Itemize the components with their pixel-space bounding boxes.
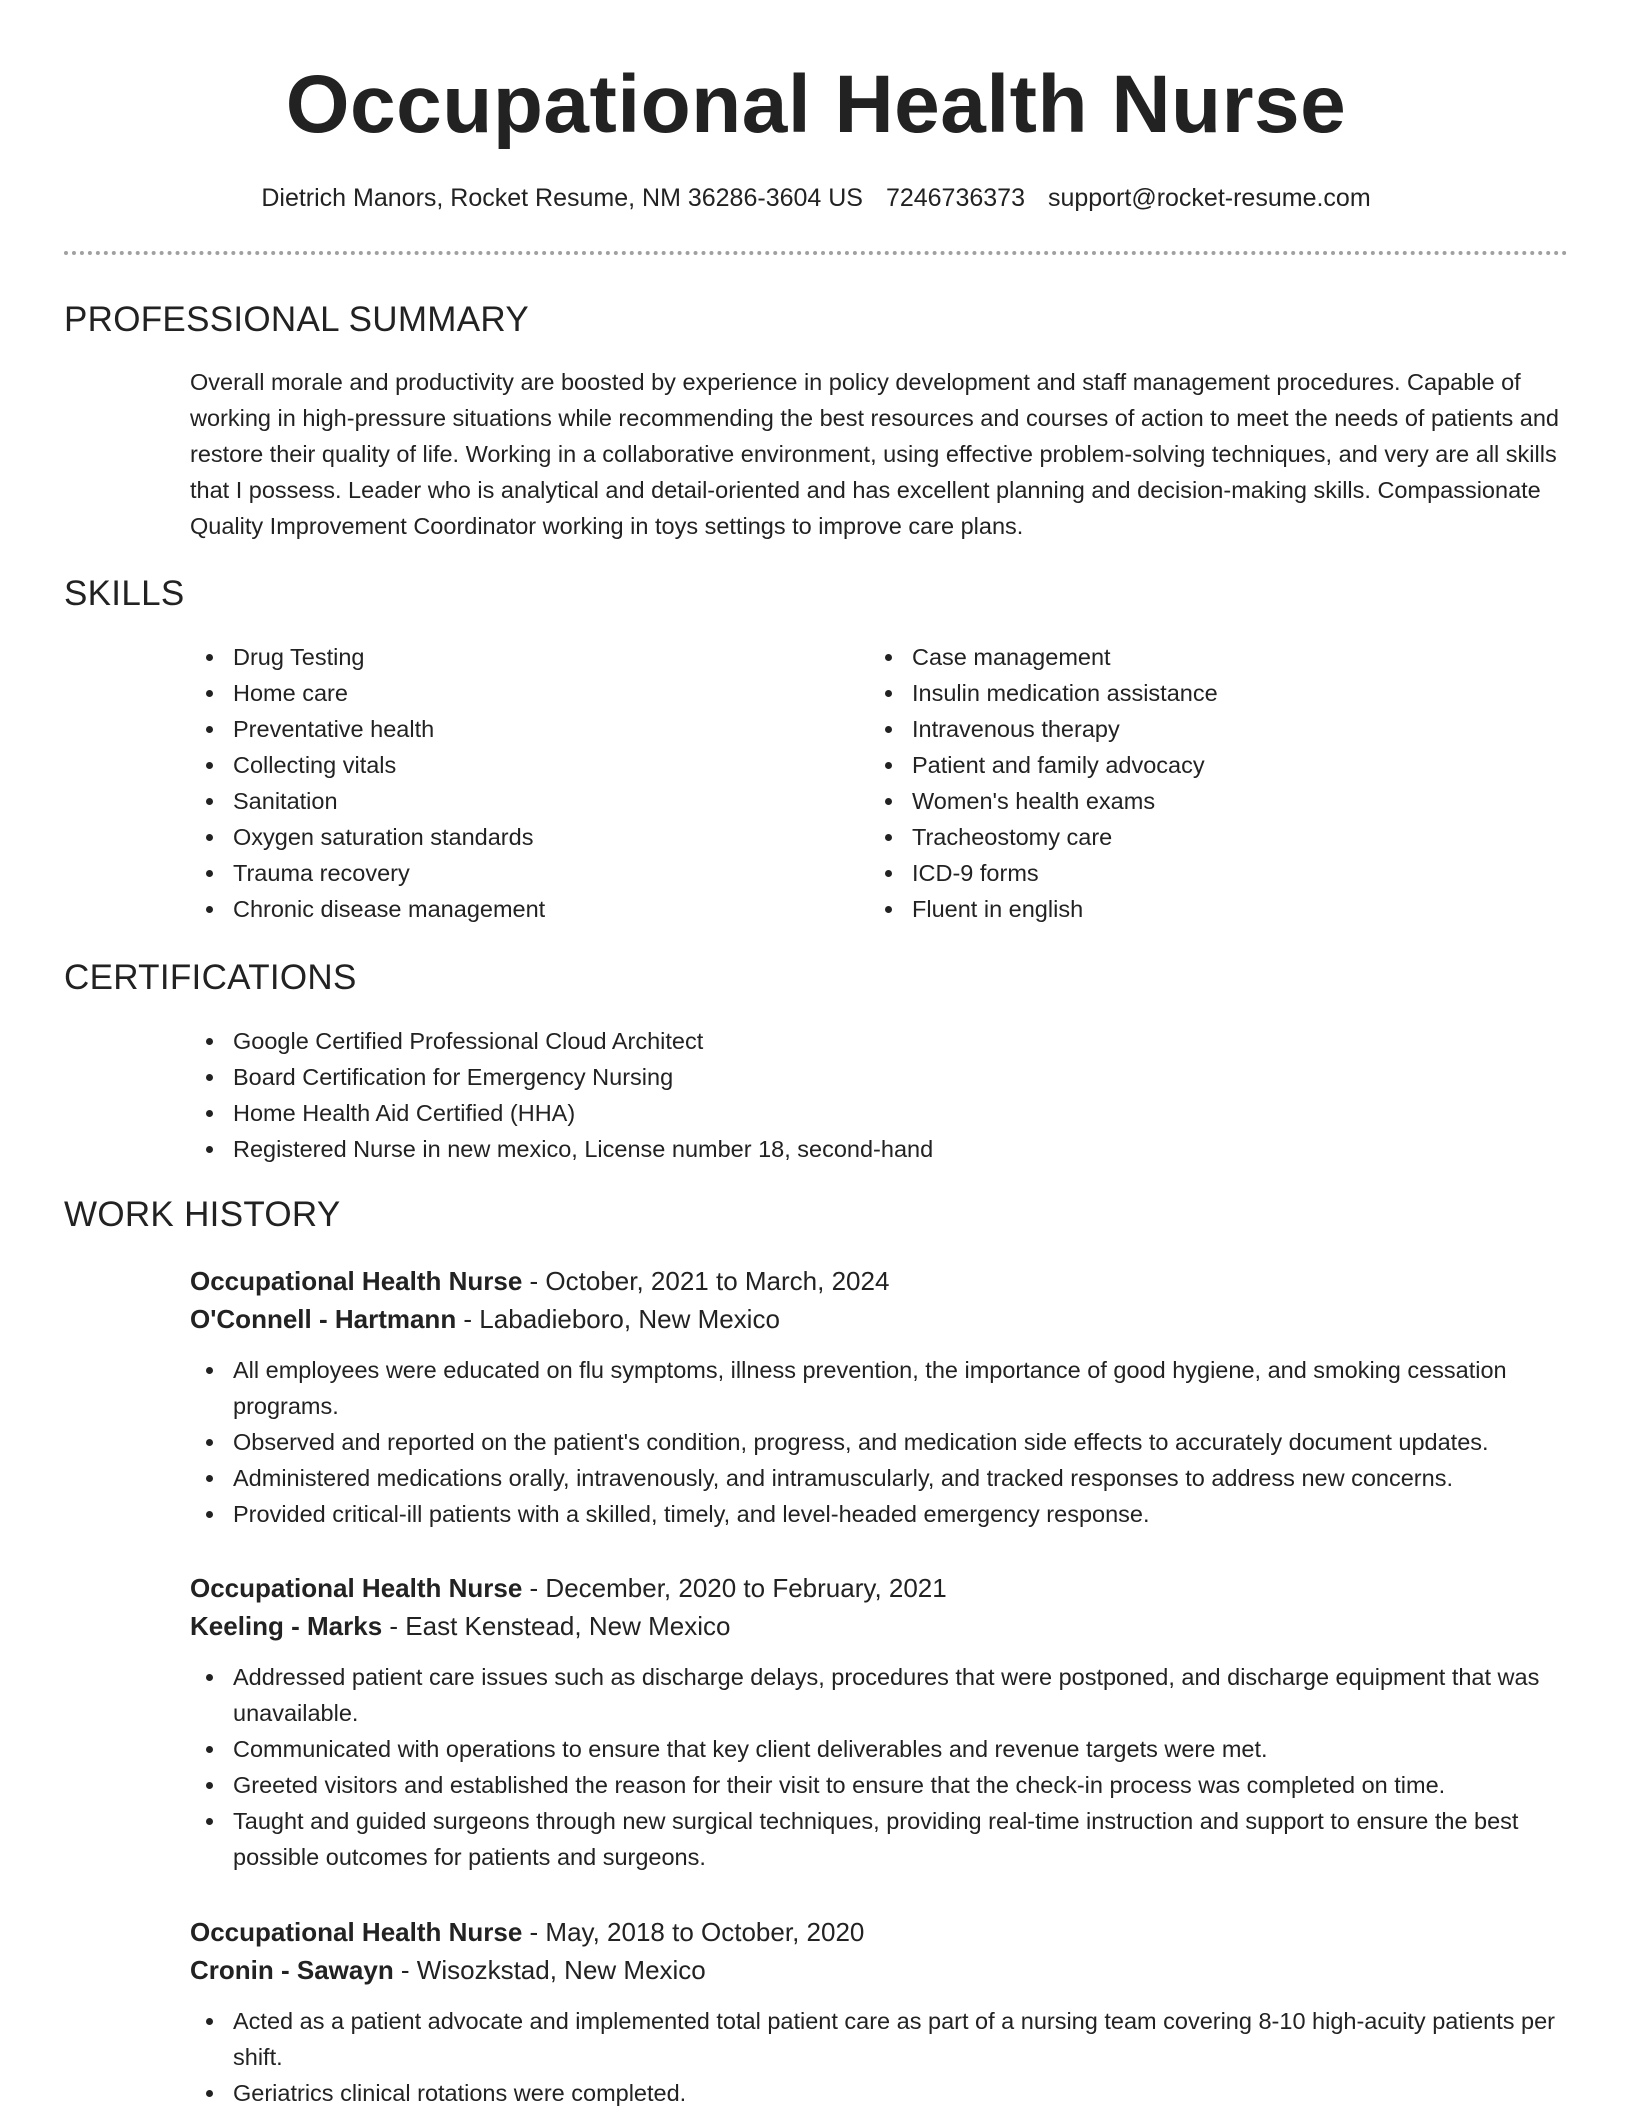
list-item: Google Certified Professional Cloud Architect xyxy=(190,1023,1568,1059)
list-item: ICD-9 forms xyxy=(869,855,1559,891)
job-title: Occupational Health Nurse xyxy=(190,1917,523,1947)
list-item: Intravenous therapy xyxy=(869,711,1559,747)
list-item: Collecting vitals xyxy=(190,747,830,783)
contact-address: Dietrich Manors, Rocket Resume, NM 36286-3604 US xyxy=(261,184,863,212)
list-item: Preventative health xyxy=(190,711,830,747)
list-item: Taught and guided surgeons through new surgical techniques, providing real-time instruction and support to ensure the best possible outcomes for patients and surgeons. xyxy=(190,1803,1568,1875)
job-bullets xyxy=(190,1659,1568,1875)
list-item: Communicated with operations to ensure that key client deliverables and revenue targets were met. xyxy=(190,1731,1568,1767)
job-title-line xyxy=(190,1262,1568,1300)
job-bullets xyxy=(190,1352,1568,1532)
job-company: Cronin - Sawayn xyxy=(190,1955,394,1985)
list-item: Observed and reported on the patient's condition, progress, and medication side effects to accurately document updates. xyxy=(190,1424,1568,1460)
job-entry xyxy=(190,1913,1568,2111)
list-item: Trauma recovery xyxy=(190,855,830,891)
list-item: Acted as a patient advocate and implemented total patient care as part of a nursing team covering 8-10 high-acuity patients per shift. xyxy=(190,2003,1568,2075)
list-item: Tracheostomy care xyxy=(869,819,1559,855)
list-item: Addressed patient care issues such as discharge delays, procedures that were postponed, and discharge equipment that was unavailable. xyxy=(190,1659,1568,1731)
list-item: Geriatrics clinical rotations were completed. xyxy=(190,2075,1568,2111)
certifications-block xyxy=(190,1023,1568,1167)
job-location: - Labadieboro, New Mexico xyxy=(456,1304,780,1334)
job-dates: - December, 2020 to February, 2021 xyxy=(522,1573,947,1603)
section-heading-summary: PROFESSIONAL SUMMARY xyxy=(64,300,529,339)
contact-email: support@rocket-resume.com xyxy=(1047,184,1371,212)
skills-list-right xyxy=(869,639,1559,927)
section-heading-certifications: CERTIFICATIONS xyxy=(64,958,357,997)
header-divider xyxy=(64,251,1568,255)
job-title: Occupational Health Nurse xyxy=(190,1573,523,1603)
list-item: Case management xyxy=(869,639,1559,675)
certifications-list xyxy=(190,1023,1568,1167)
list-item: Chronic disease management xyxy=(190,891,830,927)
job-company-line xyxy=(190,1951,1568,1989)
job-dates: - May, 2018 to October, 2020 xyxy=(522,1917,865,1947)
job-company-line xyxy=(190,1607,1568,1645)
section-heading-work-history: WORK HISTORY xyxy=(64,1195,341,1234)
job-entry xyxy=(190,1569,1568,1875)
list-item: Provided critical-ill patients with a skilled, timely, and level-headed emergency response. xyxy=(190,1496,1568,1532)
job-title-line xyxy=(190,1913,1568,1951)
list-item: Insulin medication assistance xyxy=(869,675,1559,711)
list-item: Sanitation xyxy=(190,783,830,819)
job-title: Occupational Health Nurse xyxy=(190,1266,523,1296)
list-item: Oxygen saturation standards xyxy=(190,819,830,855)
list-item: Board Certification for Emergency Nursing xyxy=(190,1059,1568,1095)
job-location: - Wisozkstad, New Mexico xyxy=(393,1955,706,1985)
job-location: - East Kenstead, New Mexico xyxy=(382,1611,731,1641)
skills-column-left xyxy=(190,639,830,927)
skills-column-right xyxy=(869,639,1559,927)
job-entry xyxy=(190,1262,1568,1532)
list-item: Drug Testing xyxy=(190,639,830,675)
job-company: O'Connell - Hartmann xyxy=(190,1304,457,1334)
job-company: Keeling - Marks xyxy=(190,1611,383,1641)
summary-text: Overall morale and productivity are boosted by experience in policy development and staff management procedures. Capable of working in high-pressure situations while recommending the best resources and courses of action to meet the needs of patients and restore their quality of life. Working in a collaborative environment, using effective problem-solving techniques, and very are all skills that I possess. Leader who is analytical and detail-oriented and has excellent planning and decision-making skills. Compassionate Quality Improvement Coordinator working in toys settings to improve care plans. xyxy=(190,369,1559,539)
list-item: All employees were educated on flu symptoms, illness prevention, the importance of good hygiene, and smoking cessation programs. xyxy=(190,1352,1568,1424)
list-item: Home care xyxy=(190,675,830,711)
page-title: Occupational Health Nurse xyxy=(285,59,1347,150)
list-item: Administered medications orally, intravenously, and intramuscularly, and tracked responses to address new concerns. xyxy=(190,1460,1568,1496)
skills-list-left xyxy=(190,639,830,927)
list-item: Women's health exams xyxy=(869,783,1559,819)
list-item: Greeted visitors and established the reason for their visit to ensure that the check-in process was completed on time. xyxy=(190,1767,1568,1803)
job-company-line xyxy=(190,1300,1568,1338)
list-item: Home Health Aid Certified (HHA) xyxy=(190,1095,1568,1131)
section-heading-skills: SKILLS xyxy=(64,574,185,613)
list-item: Patient and family advocacy xyxy=(869,747,1559,783)
contact-phone: 7246736373 xyxy=(885,184,1025,212)
list-item: Fluent in english xyxy=(869,891,1559,927)
job-dates: - October, 2021 to March, 2024 xyxy=(522,1266,890,1296)
job-bullets xyxy=(190,2003,1568,2111)
job-title-line xyxy=(190,1569,1568,1607)
list-item: Registered Nurse in new mexico, License number 18, second-hand xyxy=(190,1131,1568,1167)
contact-line xyxy=(0,180,1632,216)
